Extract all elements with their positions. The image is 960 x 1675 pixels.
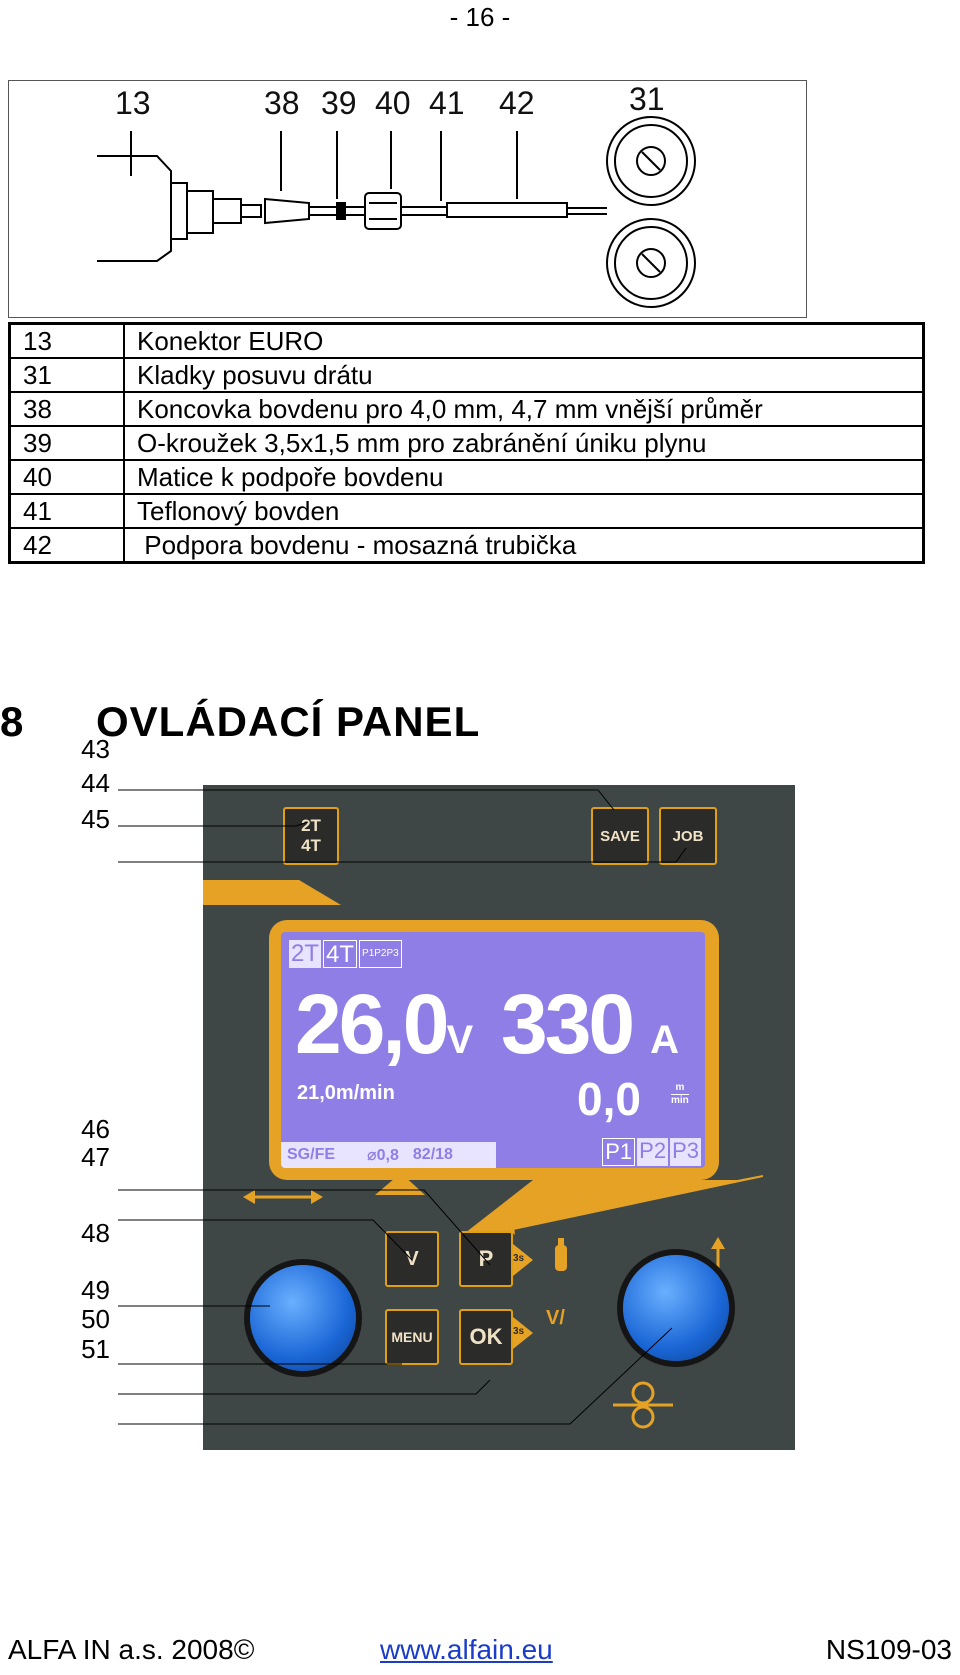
callout-41: 41 <box>429 85 465 121</box>
footer-link-wrap <box>380 1634 553 1666</box>
lcd-diameter: ⌀0,8 <box>367 1147 399 1164</box>
save-button[interactable]: SAVE <box>591 807 649 865</box>
mode-4t-label: 4T <box>301 836 321 855</box>
page-number: - 16 - <box>449 2 511 32</box>
label-51: 51 <box>81 1334 110 1364</box>
label-47: 47 <box>81 1142 110 1172</box>
lcd-mode-p: P1P2P3 <box>359 940 402 968</box>
lcd-p2: P2 <box>637 1138 668 1166</box>
ok-button[interactable]: OK <box>459 1309 513 1365</box>
connector-drawing <box>9 81 806 317</box>
lcd-status-bar <box>281 1142 496 1168</box>
v-wire-icon-label: V/ <box>546 1307 565 1329</box>
lcd-material: SG/FE <box>287 1146 336 1163</box>
lcd-voltage-value: 26,0 <box>295 977 447 1071</box>
lcd-frame <box>269 920 719 1180</box>
callout-38: 38 <box>264 85 300 121</box>
lcd-unit-min: min <box>671 1095 689 1106</box>
lcd-voltage-unit: V <box>446 1018 474 1062</box>
wire-feed-diagram <box>8 80 807 318</box>
part-description: Kladky posuvu drátu <box>124 358 924 392</box>
lcd-wire-speed: 21,0m/min <box>297 1082 395 1104</box>
mode-2t-label: 2T <box>301 816 321 835</box>
callout-13: 13 <box>115 85 151 121</box>
lcd-current-value: 330 <box>501 977 633 1071</box>
lcd-current-unit: A <box>650 1018 680 1062</box>
hold-label-2: 3s <box>513 1326 525 1337</box>
lcd-p1: P1 <box>602 1138 635 1166</box>
v-wire-label: V <box>405 1247 419 1270</box>
footer-company: ALFA IN a.s. 2008© <box>8 1634 255 1665</box>
label-44: 44 <box>81 768 110 798</box>
job-button[interactable]: JOB <box>659 807 717 865</box>
table-row <box>10 460 924 494</box>
lcd-mode-4t: 4T <box>323 940 357 968</box>
part-number: 41 <box>10 494 125 528</box>
part-number: 31 <box>10 358 125 392</box>
section-title: OVLÁDACÍ PANEL <box>96 698 481 745</box>
label-45: 45 <box>81 804 110 834</box>
left-knob[interactable] <box>250 1265 356 1371</box>
lcd-screen <box>281 932 705 1168</box>
table-row <box>10 392 924 426</box>
footer-link[interactable]: www.alfain.eu <box>380 1634 553 1665</box>
part-description: Teflonový bovden <box>124 494 924 528</box>
part-description: Koncovka bovdenu pro 4,0 mm, 4,7 mm vnější průměr <box>124 392 924 426</box>
callout-39: 39 <box>321 85 357 121</box>
lcd-p3: P3 <box>670 1138 701 1166</box>
parts-table <box>8 322 925 564</box>
part-number: 40 <box>10 460 125 494</box>
control-panel-photo <box>203 785 795 1450</box>
part-description: Podpora bovdenu - mosazná trubička <box>124 528 924 563</box>
callout-42: 42 <box>499 85 535 121</box>
lcd-program-row <box>602 1138 701 1166</box>
right-knob[interactable] <box>623 1255 729 1361</box>
label-48: 48 <box>81 1218 110 1248</box>
footer-doc-code: NS109-03 <box>825 1634 952 1665</box>
part-number: 38 <box>10 392 125 426</box>
lcd-right-unit <box>671 1082 689 1107</box>
table-row <box>10 494 924 528</box>
part-number: 42 <box>10 528 125 563</box>
lcd-mode-row <box>289 940 402 968</box>
p-button[interactable]: P <box>459 1231 513 1287</box>
section-number: 8 <box>0 698 25 745</box>
part-description: Matice k podpoře bovdenu <box>124 460 924 494</box>
part-number: 13 <box>10 324 125 359</box>
part-number: 39 <box>10 426 125 460</box>
table-row <box>10 528 924 563</box>
menu-button[interactable]: MENU <box>385 1309 439 1365</box>
table-row <box>10 358 924 392</box>
callout-31: 31 <box>629 81 665 117</box>
label-43: 43 <box>81 734 110 764</box>
label-49: 49 <box>81 1275 110 1305</box>
label-46: 46 <box>81 1114 110 1144</box>
callout-40: 40 <box>375 85 411 121</box>
part-description: O-kroužek 3,5x1,5 mm pro zabránění úniku plynu <box>124 426 924 460</box>
v-wire-button[interactable] <box>385 1231 439 1287</box>
label-50: 50 <box>81 1304 110 1334</box>
lcd-current <box>501 976 679 1073</box>
lcd-right-value: 0,0 <box>577 1073 641 1125</box>
part-description: Konektor EURO <box>124 324 924 359</box>
table-row <box>10 426 924 460</box>
lcd-unit-m: m <box>675 1082 685 1093</box>
hold-label-1: 3s <box>513 1253 525 1264</box>
table-row <box>10 324 924 359</box>
lcd-voltage <box>295 976 473 1073</box>
lcd-mode-2t: 2T <box>291 940 320 967</box>
lcd-gas: 82/18 <box>412 1146 453 1163</box>
